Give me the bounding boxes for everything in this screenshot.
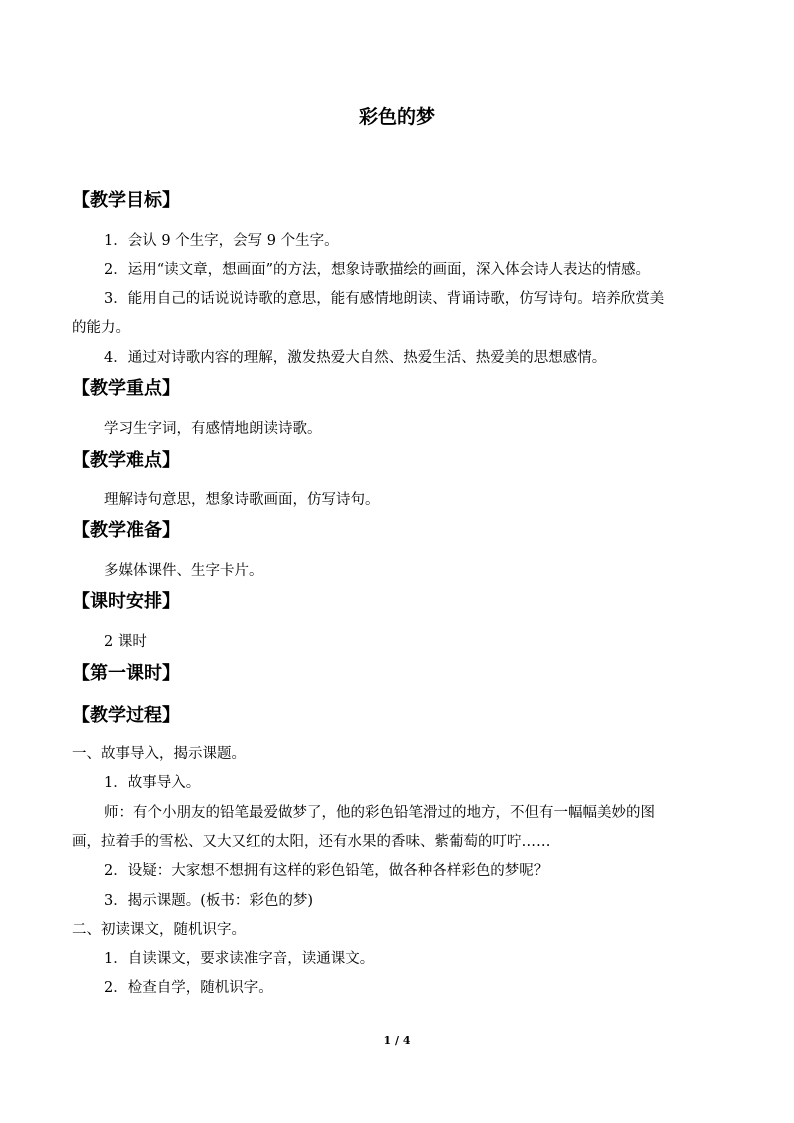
heading-first-lesson: 【第一课时】	[72, 663, 180, 684]
heading-teaching-process: 【教学过程】	[72, 705, 180, 726]
goal-1: 1．会认 9 个生字，会写 9 个生字。	[104, 233, 339, 249]
process-item-1-1: 1．故事导入。	[104, 775, 201, 791]
process-item-1-2: 2．设疑：大家想不想拥有这样的彩色铅笔，做各种各样彩色的梦呢？	[104, 863, 549, 879]
process-part-1-title: 一、故事导入，揭示课题。	[72, 746, 246, 762]
process-item-2-2: 2．检查自学，随机识字。	[104, 980, 273, 996]
schedule-text: 2 课时	[104, 634, 147, 650]
process-item-1-1-story-continued: 画，拉着手的雪松、又大又红的太阳，还有水果的香味、紫葡萄的叮咛……	[72, 834, 551, 850]
goal-3-continued: 的能力。	[72, 320, 130, 336]
heading-teaching-goals: 【教学目标】	[72, 190, 180, 211]
goal-3: 3．能用自己的话说说诗歌的意思，能有感情地朗读、背诵诗歌，仿写诗句。培养欣赏美	[104, 291, 665, 307]
heading-difficulties: 【教学难点】	[72, 450, 180, 471]
heading-preparation: 【教学准备】	[72, 520, 180, 541]
difficulties-text: 理解诗句意思，想象诗歌画面，仿写诗句。	[104, 492, 380, 508]
document-title: 彩色的梦	[358, 106, 435, 128]
process-part-2-title: 二、初读课文，随机识字。	[72, 922, 246, 938]
page-number: 1 / 4	[383, 1034, 411, 1047]
preparation-text: 多媒体课件、生字卡片。	[104, 563, 264, 579]
process-item-1-3: 3．揭示课题。(板书：彩色的梦)	[104, 893, 314, 909]
goal-2: 2．运用“读文章，想画面”的方法，想象诗歌描绘的画面，深入体会诗人表达的情感。	[104, 262, 651, 278]
process-item-1-1-story: 师：有个小朋友的铅笔最爱做梦了，他的彩色铅笔滑过的地方，不但有一幅幅美妙的图	[104, 805, 655, 821]
key-points-text: 学习生字词，有感情地朗读诗歌。	[104, 421, 322, 437]
process-item-2-1: 1．自读课文，要求读准字音，读通课文。	[104, 951, 375, 967]
heading-key-points: 【教学重点】	[72, 378, 180, 399]
heading-schedule: 【课时安排】	[72, 591, 180, 612]
goal-4: 4．通过对诗歌内容的理解，激发热爱大自然、热爱生活、热爱美的思想感情。	[104, 350, 607, 366]
